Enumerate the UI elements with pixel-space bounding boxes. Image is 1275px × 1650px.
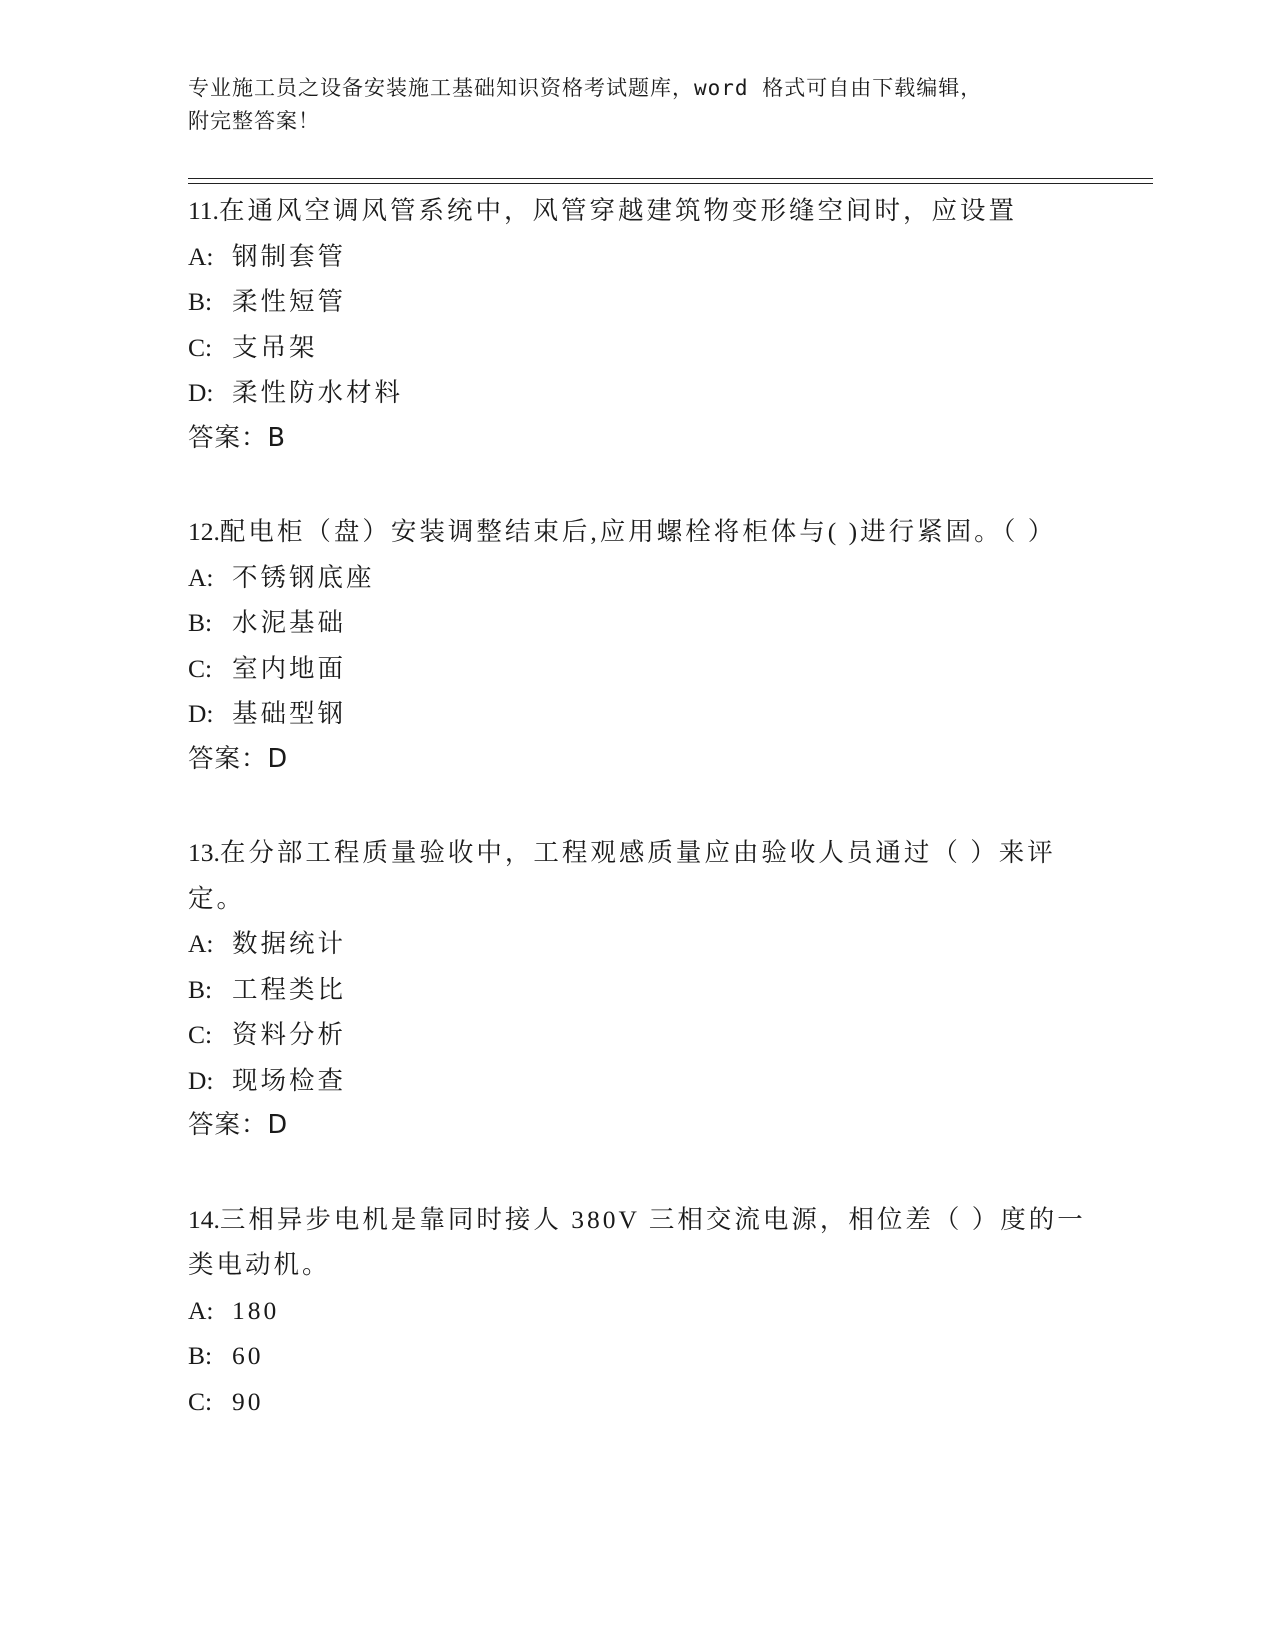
option-d — [188, 370, 1088, 416]
option-letter: B: — [188, 974, 213, 1004]
option-text: 基础型钢 — [232, 699, 347, 728]
answer-line: 答案：B — [188, 422, 286, 453]
header-divider-bottom — [188, 183, 1153, 184]
option-letter: C: — [188, 1020, 213, 1049]
document-header — [188, 72, 1088, 138]
question-number: 12. — [188, 517, 220, 546]
option-letter: D: — [188, 378, 214, 407]
option-c — [188, 646, 1088, 692]
option-a — [188, 1288, 1088, 1334]
question-list — [188, 188, 1088, 1472]
option-letter: A: — [188, 241, 214, 271]
option-c — [188, 1012, 1088, 1058]
option-text: 柔性防水材料 — [232, 378, 404, 407]
option-text: 现场检查 — [232, 1065, 347, 1095]
question-stem: 三相异步电机是靠同时接人 380V 三相交流电源，相位差（ ）度的一类电动机。 — [188, 1204, 1086, 1279]
option-letter: C: — [188, 1386, 213, 1416]
answer-line: 答案：D — [188, 1110, 289, 1140]
option-text: 柔性短管 — [232, 287, 347, 316]
option-b — [188, 600, 1088, 646]
option-b — [188, 279, 1088, 325]
option-letter: A: — [188, 929, 214, 958]
option-text: 不锈钢底座 — [232, 562, 375, 592]
option-text: 支吊架 — [232, 332, 318, 362]
option-d — [188, 1058, 1088, 1104]
option-letter: B: — [188, 1341, 213, 1370]
option-letter: A: — [188, 562, 214, 592]
header-line-2: 附完整答案！ — [188, 109, 320, 133]
question-text — [188, 509, 1088, 555]
option-letter: B: — [188, 287, 213, 316]
option-letter: D: — [188, 1065, 214, 1095]
option-letter: C: — [188, 653, 213, 683]
question-11 — [188, 188, 1088, 461]
option-b — [188, 1333, 1088, 1379]
option-a — [188, 234, 1088, 280]
question-stem: 在分部工程质量验收中，工程观感质量应由验收人员通过（ ）来评定。 — [188, 838, 1056, 913]
question-text — [188, 830, 1088, 921]
question-stem: 配电柜（盘）安装调整结束后,应用螺栓将柜体与( )进行紧固。（ ） — [219, 517, 1057, 546]
option-text: 资料分析 — [232, 1020, 347, 1049]
option-letter: C: — [188, 332, 213, 362]
question-14 — [188, 1197, 1088, 1425]
option-text: 60 — [232, 1341, 264, 1370]
option-a — [188, 555, 1088, 601]
question-13 — [188, 830, 1088, 1149]
option-text: 水泥基础 — [232, 608, 347, 637]
header-divider-top — [188, 178, 1153, 179]
question-number: 14. — [188, 1204, 220, 1234]
option-b — [188, 967, 1088, 1013]
option-d — [188, 691, 1088, 737]
option-text: 90 — [232, 1386, 264, 1416]
option-text: 钢制套管 — [232, 241, 347, 271]
option-c — [188, 1379, 1088, 1425]
option-text: 数据统计 — [232, 929, 347, 958]
option-text: 工程类比 — [232, 974, 347, 1004]
header-line-1: 专业施工员之设备安装施工基础知识资格考试题库，word 格式可自由下载编辑， — [188, 76, 983, 100]
option-a — [188, 921, 1088, 967]
answer-line: 答案：D — [188, 743, 289, 774]
option-c — [188, 325, 1088, 371]
question-text — [188, 1197, 1088, 1288]
question-number: 11. — [188, 196, 219, 225]
option-letter: D: — [188, 699, 214, 728]
question-stem: 在通风空调风管系统中，风管穿越建筑物变形缝空间时，应设置 — [218, 196, 1017, 225]
option-text: 室内地面 — [232, 653, 347, 683]
option-text: 180 — [232, 1295, 280, 1325]
question-12 — [188, 509, 1088, 782]
option-letter: B: — [188, 608, 213, 637]
option-letter: A: — [188, 1295, 214, 1325]
question-number: 13. — [188, 838, 220, 867]
question-text — [188, 188, 1088, 234]
